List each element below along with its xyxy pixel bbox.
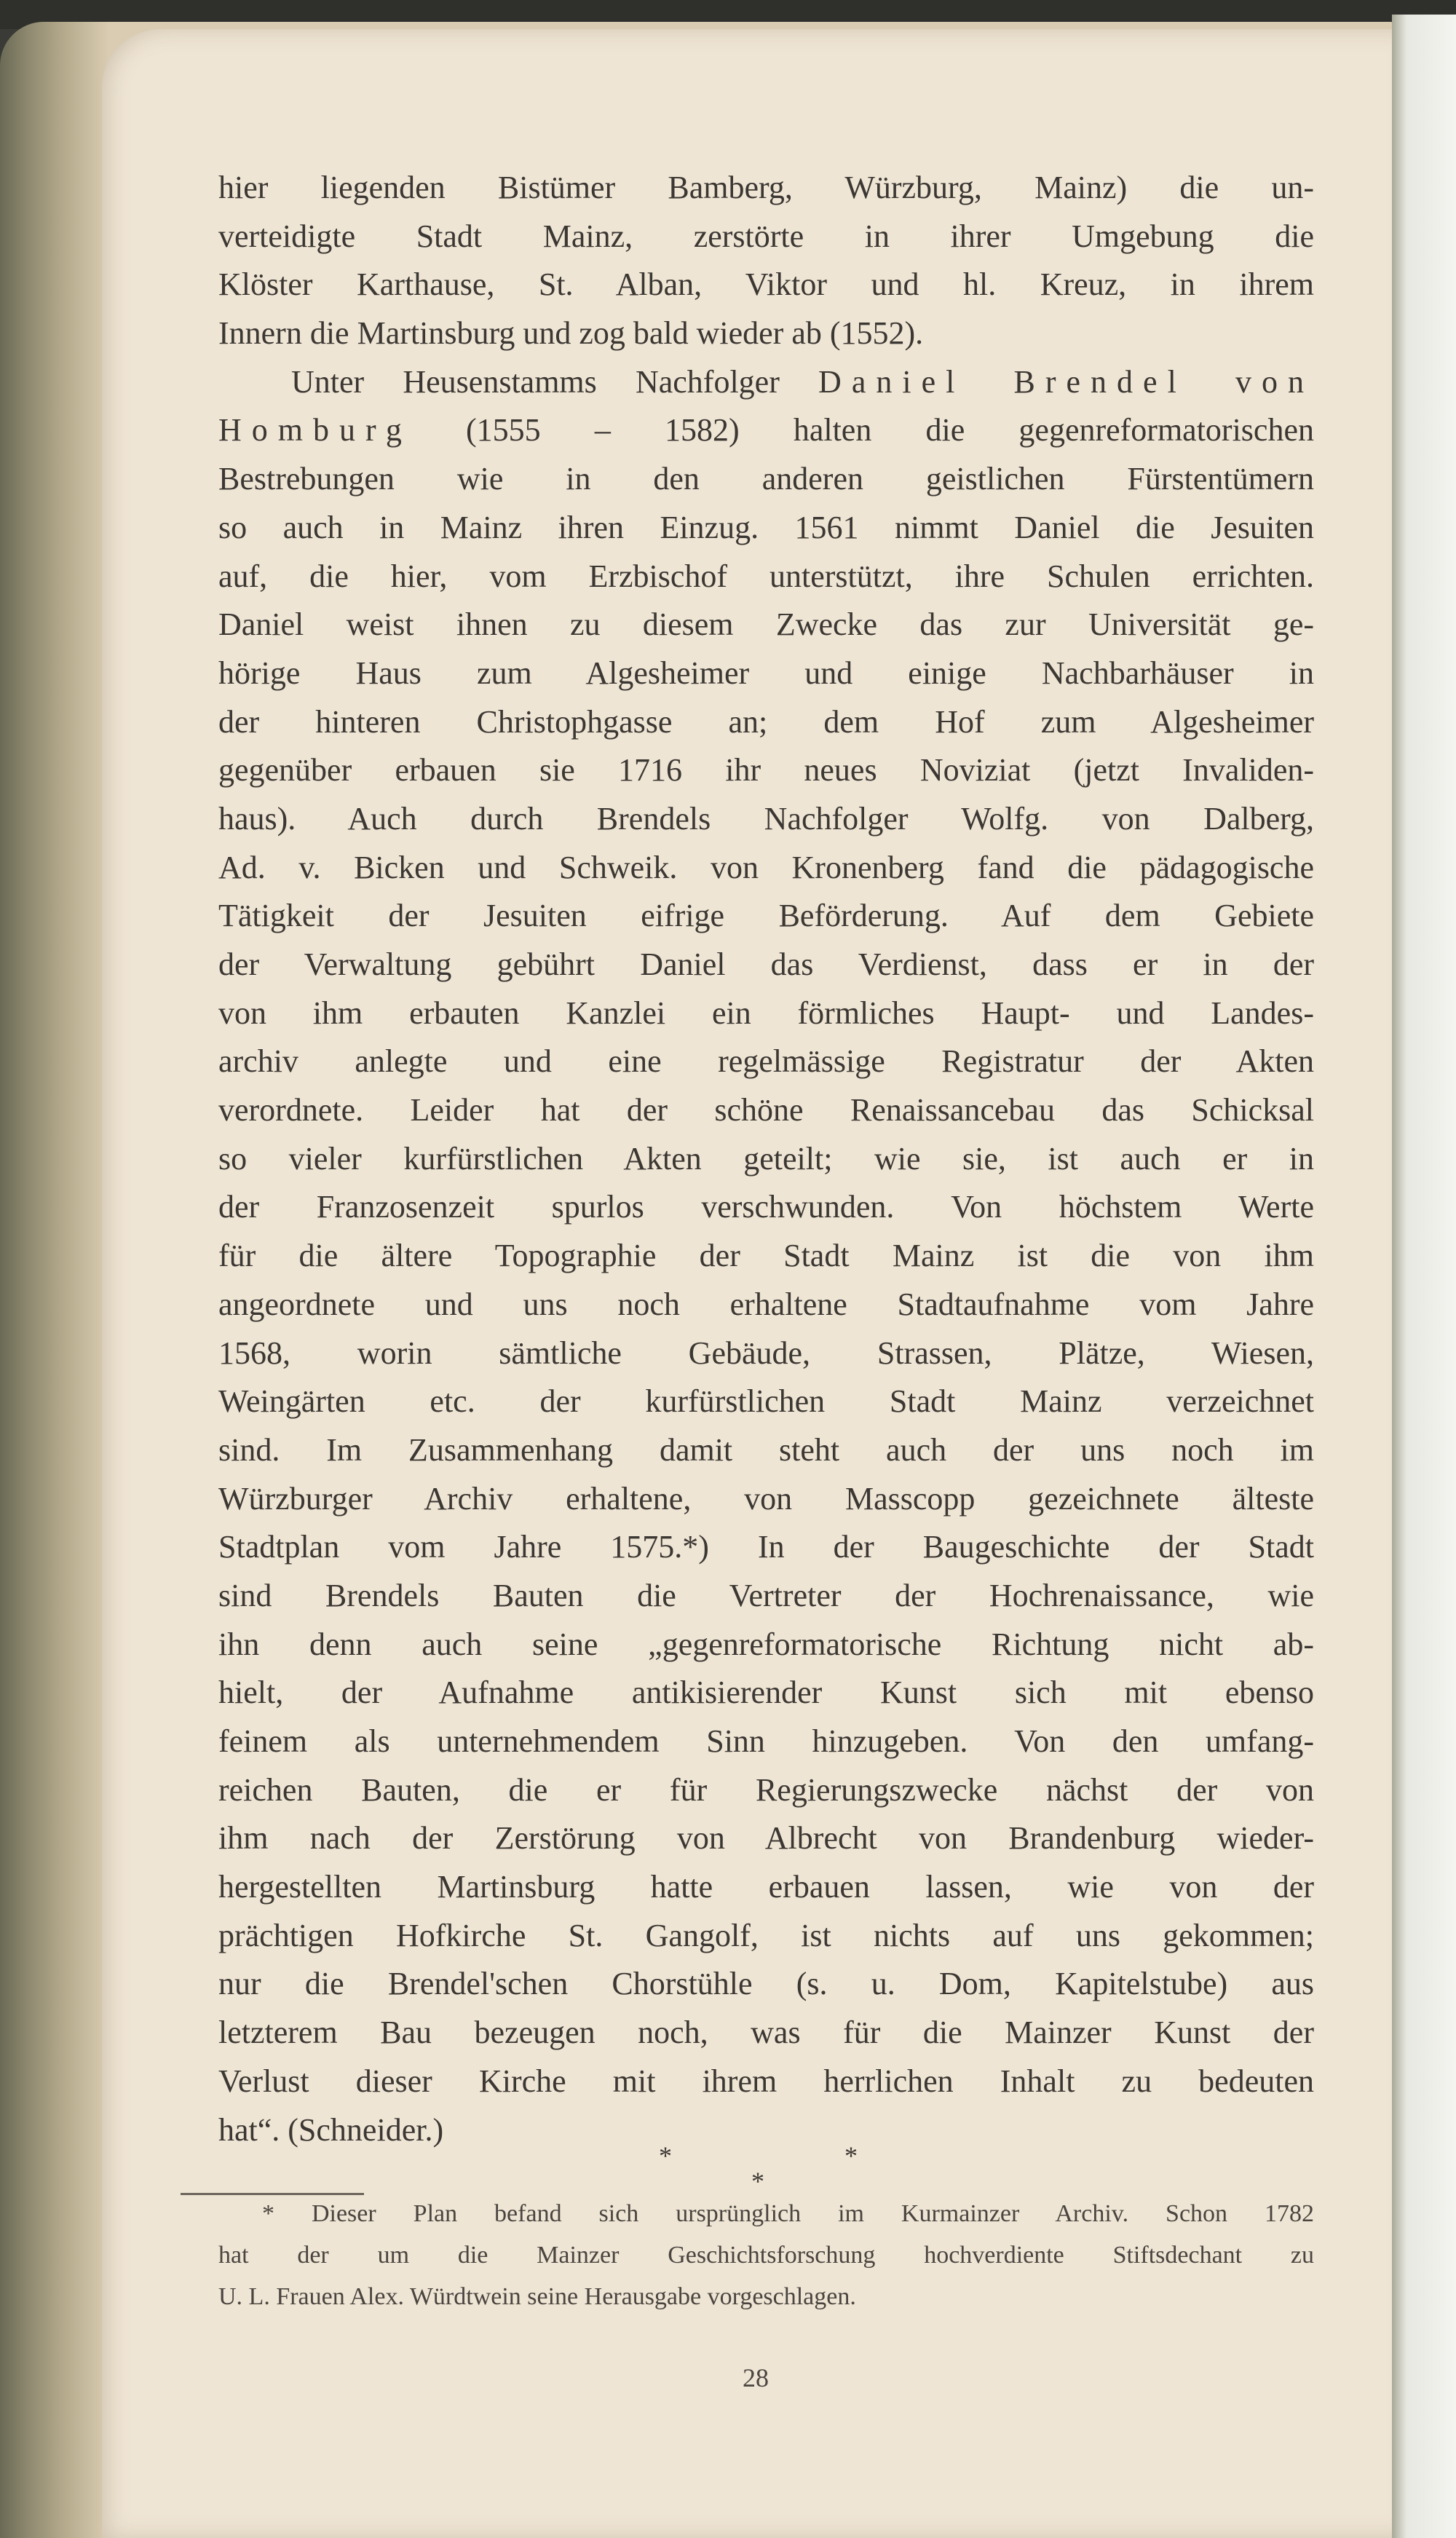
text-line (218, 1669, 1314, 1717)
page-number: 28 (743, 2363, 769, 2392)
spaced-name: Homburg (218, 412, 412, 448)
text-segment: Weingärten etc. der kurfürstlichen Stadt Mainz verzeichnet (218, 1383, 1314, 1420)
text-line (218, 1814, 1314, 1863)
text-segment: U. L. Frauen Alex. Würdtwein seine Herausgabe vorgeschlagen. (218, 2283, 856, 2310)
text-segment: so vieler kurfürstlichen Akten geteilt; wie sie, ist auch er in (218, 1140, 1314, 1177)
text-segment: Daniel weist ihnen zu diesem Zwecke das zur Universität ge- (218, 606, 1314, 643)
text-segment: Innern die Martinsburg und zog bald wieder ab (1552). (218, 315, 924, 352)
text-segment: der Franzosenzeit spurlos verschwunden. Von höchstem Werte (218, 1189, 1314, 1225)
text-line (218, 1329, 1314, 1378)
text-segment: Tätigkeit der Jesuiten eifrige Beförderung. Auf dem Gebiete (218, 898, 1314, 934)
text-segment: verteidigte Stadt Mainz, zerstörte in ihrer Umgebung die (218, 218, 1314, 254)
text-segment: 1568, worin sämtliche Gebäude, Strassen, Plätze, Wiesen, (218, 1335, 1314, 1371)
text-segment: hier liegenden Bistümer Bamberg, Würzburg, Mainz) die un- (218, 170, 1314, 205)
text-line (218, 1766, 1314, 1815)
text-segment: nur die Brendel'schen Chorstühle (s. u. Dom, Kapitelstube) aus (218, 1966, 1314, 2002)
text-line (218, 649, 1314, 698)
text-line (218, 746, 1314, 795)
text-segment: archiv anlegte und eine regelmässige Registratur der Akten (218, 1043, 1314, 1080)
text-line (218, 1523, 1314, 1572)
text-segment: Klöster Karthause, St. Alban, Viktor und hl. Kreuz, in ihrem (218, 266, 1314, 303)
text-segment: hörige Haus zum Algesheimer und einige Nachbarhäuser in (218, 655, 1314, 691)
text-segment: * Dieser Plan befand sich ursprünglich im Kurmainzer Archiv. Schon 1782 (262, 2200, 1314, 2227)
text-line (218, 504, 1314, 553)
text-line (218, 406, 1314, 455)
text-line (218, 601, 1314, 649)
text-line (218, 2234, 1314, 2276)
text-line (218, 1863, 1314, 1912)
text-line (218, 1572, 1314, 1621)
text-line (218, 213, 1314, 261)
text-line (218, 358, 1314, 407)
text-segment: hat“. (Schneider.) (218, 2111, 444, 2148)
text-segment: für die ältere Topographie der Stadt Mainz ist die von ihm (218, 1238, 1314, 1274)
text-line (218, 1377, 1314, 1426)
text-segment: reichen Bauten, die er für Regierungszwecke nächst der von (218, 1771, 1314, 1808)
text-line (218, 1426, 1314, 1475)
text-line (218, 1621, 1314, 1669)
text-segment: Stadtplan vom Jahre 1575.*) In der Baugeschichte der Stadt (218, 1529, 1314, 1565)
separator-star: * (659, 2141, 672, 2170)
text-line (218, 1281, 1314, 1329)
text-line (218, 1183, 1314, 1232)
text-segment: hat der um die Mainzer Geschichtsforschung hochverdiente Stiftsdechant zu (218, 2242, 1314, 2269)
text-line (218, 795, 1314, 844)
text-segment: hielt, der Aufnahme antikisierender Kunst sich mit ebenso (218, 1675, 1314, 1711)
text-line (218, 309, 1314, 358)
text-line (218, 553, 1314, 601)
text-line (218, 2057, 1314, 2106)
text-line (218, 1232, 1314, 1281)
text-line (218, 1960, 1314, 2009)
text-segment: Ad. v. Bicken und Schweik. von Kronenberg fand die pädagogische (218, 849, 1314, 885)
text-segment: ihn denn auch seine „gegenreformatorische Richtung nicht ab- (218, 1626, 1314, 1662)
separator-star: * (844, 2141, 858, 2170)
separator-star: * (751, 2167, 764, 2196)
text-segment: Verlust dieser Kirche mit ihrem herrlichen Inhalt zu bedeuten (218, 2063, 1314, 2099)
text-segment: Unter Heusenstamms Nachfolger (291, 363, 819, 400)
text-line (218, 698, 1314, 747)
text-segment: ihm nach der Zerstörung von Albrecht von Brandenburg wieder- (218, 1820, 1314, 1857)
text-line (218, 164, 1314, 213)
text-segment: sind Brendels Bauten die Vertreter der Hochrenaissance, wie (218, 1577, 1314, 1613)
text-line (218, 844, 1314, 893)
text-segment: angeordnete und uns noch erhaltene Stadtaufnahme vom Jahre (218, 1286, 1314, 1322)
text-line (218, 941, 1314, 989)
text-segment: Bestrebungen wie in den anderen geistlichen Fürstentümern (218, 461, 1314, 497)
text-segment: hergestellten Martinsburg hatte erbauen lassen, wie von der (218, 1869, 1314, 1905)
text-segment: (1555 – 1582) halten die gegenreformatorischen (411, 412, 1314, 448)
text-segment: auf, die hier, vom Erzbischof unterstützt, ihre Schulen errichten. (218, 558, 1314, 594)
section-separator (0, 2133, 1456, 2199)
text-line (218, 261, 1314, 309)
text-line (218, 2009, 1314, 2057)
text-line (218, 1475, 1314, 1524)
spaced-name: Daniel Brendel von (818, 363, 1314, 400)
text-segment: Würzburger Archiv erhaltene, von Masscopp gezeichnete älteste (218, 1480, 1314, 1517)
text-segment: haus). Auch durch Brendels Nachfolger Wolfg. von Dalberg, (218, 800, 1314, 837)
footnote (218, 2193, 1314, 2317)
text-segment: sind. Im Zusammenhang damit steht auch der uns noch im (218, 1431, 1314, 1468)
text-line (218, 892, 1314, 941)
text-segment: feinem als unternehmendem Sinn hinzugeben. Von den umfang- (218, 1723, 1314, 1759)
text-line (218, 1912, 1314, 1961)
text-line (218, 1086, 1314, 1135)
text-line (218, 1717, 1314, 1766)
text-segment: verordnete. Leider hat der schöne Renaissancebau das Schicksal (218, 1092, 1314, 1128)
text-line (218, 2276, 1314, 2317)
text-line (218, 989, 1314, 1038)
text-segment: der Verwaltung gebührt Daniel das Verdienst, dass er in der (218, 946, 1314, 982)
text-segment: gegenüber erbauen sie 1716 ihr neues Noviziat (jetzt Invaliden- (218, 752, 1314, 788)
text-segment: so auch in Mainz ihren Einzug. 1561 nimmt Daniel die Jesuiten (218, 509, 1314, 545)
text-segment: der hinteren Christophgasse an; dem Hof zum Algesheimer (218, 703, 1314, 740)
text-line (218, 455, 1314, 504)
body-text (218, 164, 1314, 2154)
text-segment: von ihm erbauten Kanzlei ein förmliches Haupt- und Landes- (218, 995, 1314, 1031)
text-line (218, 2193, 1314, 2234)
text-line (218, 1037, 1314, 1086)
text-segment: letzterem Bau bezeugen noch, was für die Mainzer Kunst der (218, 2015, 1314, 2051)
text-segment: prächtigen Hofkirche St. Gangolf, ist nichts auf uns gekommen; (218, 1917, 1314, 1953)
text-line (218, 1135, 1314, 1184)
